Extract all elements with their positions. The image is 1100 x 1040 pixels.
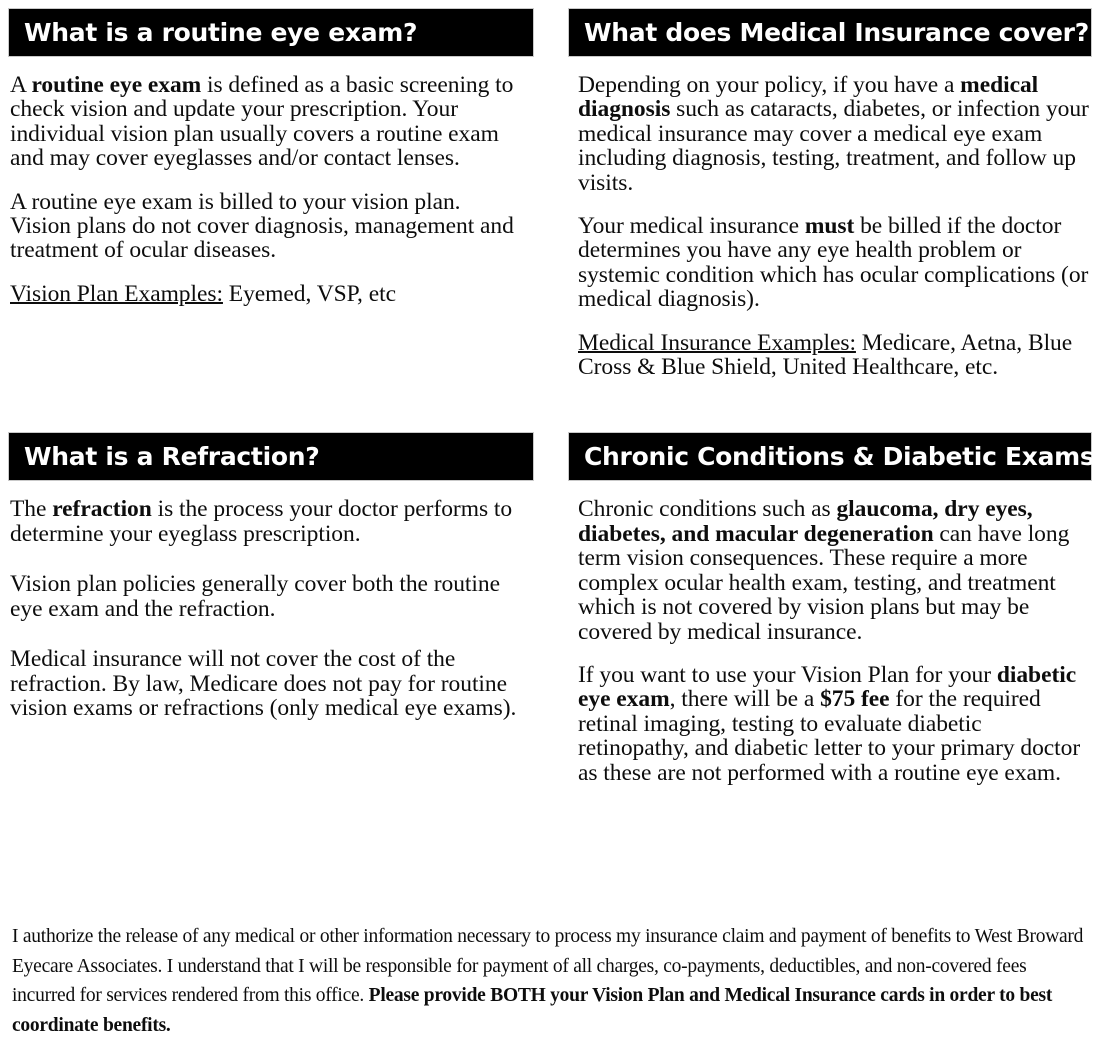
panel-chronic-conditions-diabetic-exams — [568, 432, 1100, 784]
heading-title: What is a routine eye exam? — [24, 18, 418, 47]
paragraph-medical-insurance-examples: Medical Insurance Examples: Medicare, Aetna, Blue Cross & Blue Shield, United Healthcare, etc. — [578, 329, 1073, 381]
paragraph: Medical insurance will not cover the cost of the refraction. By law, Medicare does not pay for routine vision exams or refractions (only medical eye exams). — [10, 646, 517, 721]
paragraph-diabetic-exam-fee: If you want to use your Vision Plan for your diabetic eye exam, there will be a $75 fee for the required retinal imaging, testing to evaluate diabetic retinopathy, and diabetic letter to your primary doctor as these are not performed with a routine eye exam. — [578, 661, 1081, 786]
panel-row-top — [0, 0, 1100, 379]
panel-routine-eye-exam — [0, 8, 568, 379]
paragraph: The refraction is the process your doctor performs to determine your eyeglass prescription. — [10, 496, 513, 547]
heading-bar-medical-insurance-cover — [568, 8, 1092, 57]
heading-bar-refraction — [8, 432, 534, 481]
heading-title: What is a Refraction? — [24, 442, 320, 472]
paragraph: Chronic conditions such as glaucoma, dry eyes, diabetes, and macular degeneration can have long term vision consequences. These require a more complex ocular health exam, testing, and treatment which is not covered by vision plans but may be covered by medical insurance. — [578, 496, 1070, 645]
authorization-text: I authorize the release of any medical or other information necessary to process my insurance claim and payment of benefits to West Broward Eyecare Associates. I understand that I will be responsible for payment of all charges, co-payments, deductibles, and non-covered fees incurred for services rendered from this office. Please provide BOTH your Vision Plan and Medical Insurance cards in order to best coordinate benefits. — [12, 926, 1084, 1036]
panel-refraction — [0, 432, 568, 784]
heading-title: What does Medical Insurance cover? — [584, 18, 1089, 47]
paragraph: Vision plan policies generally cover both the routine eye exam and the refraction. — [10, 571, 500, 622]
heading-bar-routine-eye-exam — [8, 8, 534, 57]
panel-body-medical-insurance-cover — [568, 57, 1090, 379]
panel-medical-insurance-cover — [568, 8, 1100, 379]
paragraph: A routine eye exam is billed to your vision plan. Vision plans do not cover diagnosis, management and treatment of ocular diseases. — [10, 188, 514, 264]
panel-row-bottom — [0, 379, 1100, 784]
paragraph: Your medical insurance must be billed if the doctor determines you have any eye health problem or systemic condition which has ocular complications (or medical diagnosis). — [578, 213, 1089, 313]
paragraph: Depending on your policy, if you have a medical diagnosis such as cataracts, diabetes, or infection your medical insurance may cover a medical eye exam including diagnosis, testing, treatment, and follow up visits. — [578, 72, 1089, 196]
panel-body-chronic-conditions — [568, 481, 1090, 784]
heading-title: Chronic Conditions & Diabetic Exams — [584, 442, 1095, 472]
panel-body-routine-eye-exam — [8, 57, 518, 306]
paragraph: A routine eye exam is defined as a basic screening to check vision and update your prescription. Your individual vision plan usually covers a routine exam and may cover eyeglasses and/or contact lenses. — [10, 72, 514, 172]
footer-authorization — [0, 922, 1100, 1040]
panel-body-refraction — [8, 481, 518, 720]
paragraph-vision-plan-examples: Vision Plan Examples: Eyemed, VSP, etc — [10, 280, 396, 307]
heading-bar-chronic-conditions — [568, 432, 1095, 481]
